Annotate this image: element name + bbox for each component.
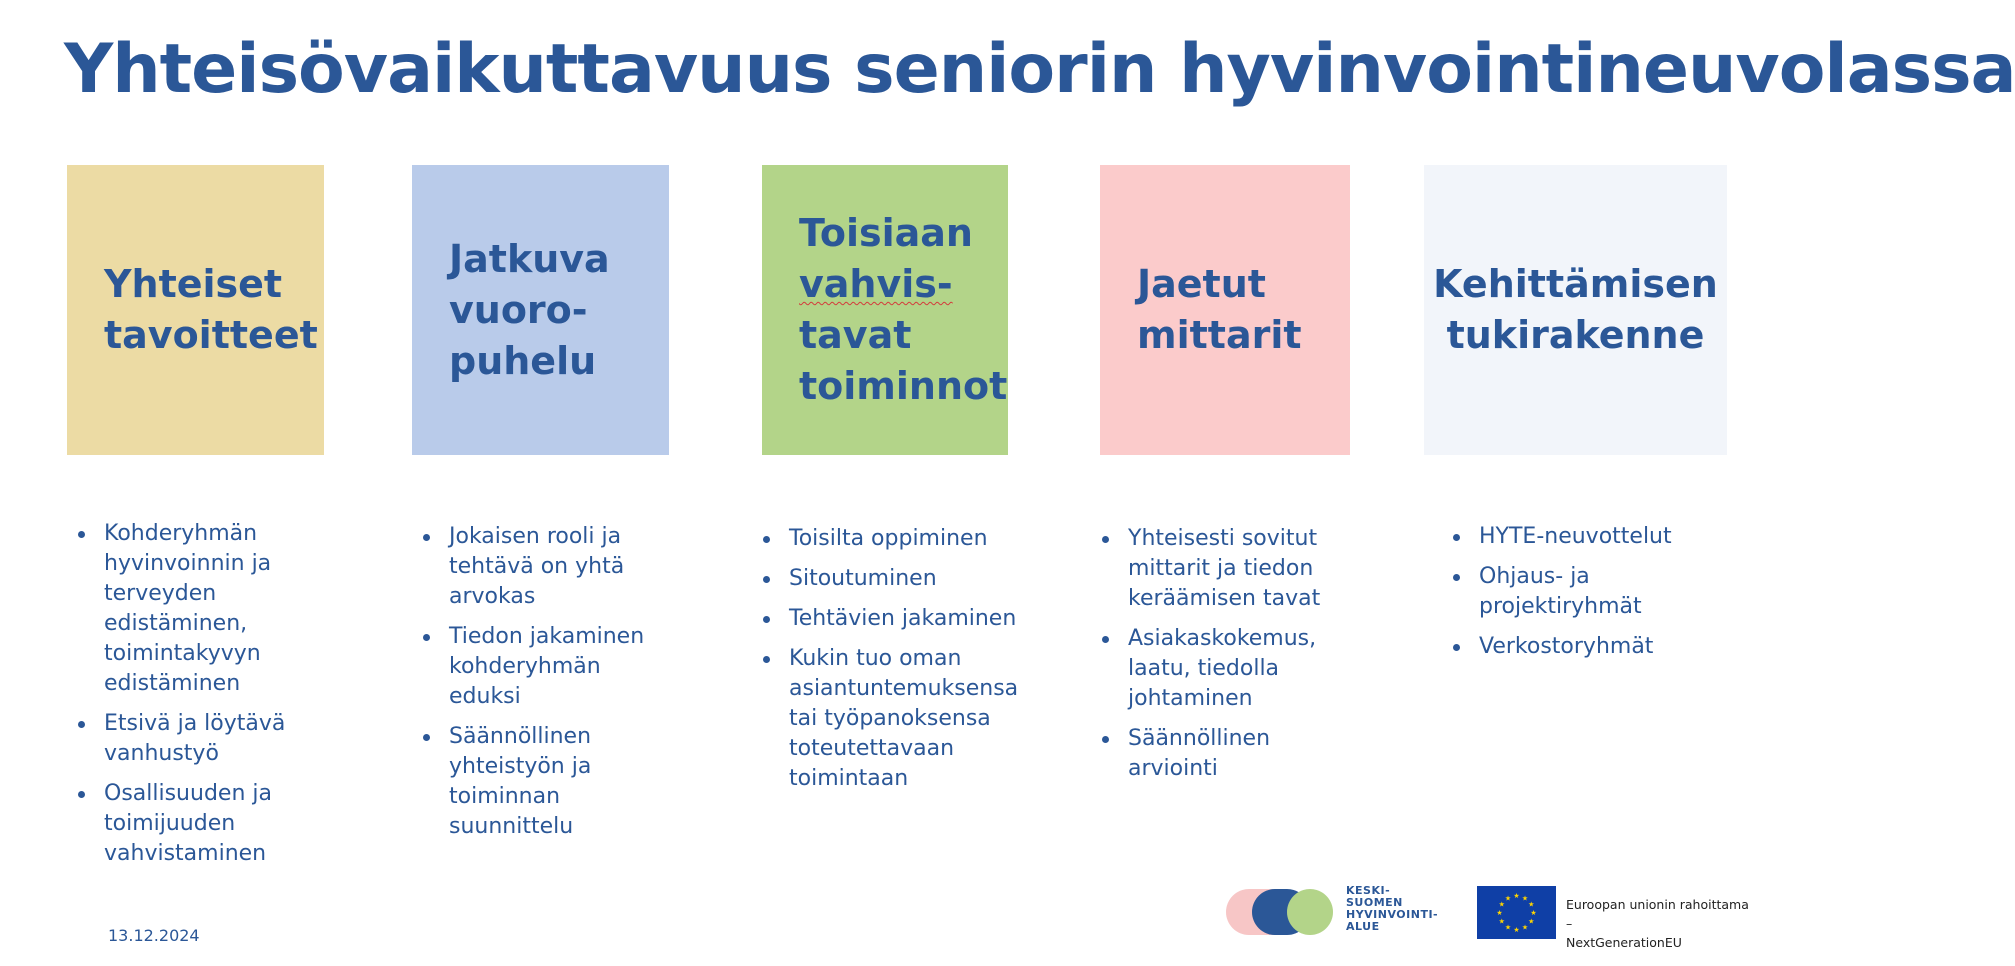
bullet-icon — [763, 536, 770, 543]
list-item — [1453, 562, 1733, 622]
bullet-list-mutually-reinforcing — [763, 524, 1043, 804]
list-item-text: Etsivä ja löytävä vanhustyö — [104, 711, 286, 766]
eu-star-icon: ★ — [1530, 909, 1537, 917]
theme-heading-line: tavat toiminnot — [799, 313, 1008, 408]
theme-heading-line: vahvis- — [799, 262, 953, 306]
org-logo-text: KESKI- SUOMEN HYVINVOINTI- ALUE — [1346, 884, 1439, 933]
bullet-icon — [1453, 574, 1460, 581]
list-item-text: Tiedon jakaminen kohderyhmän eduksi — [449, 624, 645, 709]
bullet-list-shared-metrics — [1102, 524, 1372, 794]
bullet-icon — [423, 634, 430, 641]
theme-heading: Jaetut mittarit — [1137, 262, 1302, 357]
list-item — [1102, 524, 1372, 614]
keski-suomi-logo-icon — [1226, 885, 1336, 939]
list-item-text: Verkostoryhmät — [1479, 634, 1654, 659]
list-item — [763, 644, 1043, 794]
list-item-text: Säännöllinen yhteistyön ja toiminnan suunnittelu — [449, 724, 592, 839]
list-item-text: Säännöllinen arviointi — [1128, 726, 1271, 781]
bullet-list-continuous-dialogue — [423, 522, 693, 852]
list-item-text: Yhteisesti sovitut mittarit ja tiedon keräämisen tavat — [1128, 526, 1321, 611]
list-item — [78, 519, 348, 699]
list-item-text: Sitoutuminen — [789, 566, 937, 591]
bullet-icon — [78, 791, 85, 798]
eu-star-icon: ★ — [1504, 923, 1512, 932]
theme-heading-line: Toisiaan — [799, 211, 973, 255]
eu-star-icon: ★ — [1528, 900, 1535, 909]
list-item-text: Jokaisen rooli ja tehtävä on yhtä arvokas — [449, 524, 625, 609]
eu-star-icon: ★ — [1528, 917, 1535, 926]
list-item-text: Kukin tuo oman asiantuntemuksensa tai työpanoksensa toteutettavaan toimintaan — [789, 646, 1019, 791]
eu-star-icon: ★ — [1521, 894, 1529, 903]
theme-box-mutually-reinforcing — [762, 165, 1008, 455]
eu-star-icon: ★ — [1496, 909, 1503, 917]
bullet-icon — [763, 576, 770, 583]
theme-heading — [799, 208, 1007, 412]
list-item — [78, 779, 348, 869]
slide-title: Yhteisövaikuttavuus seniorin hyvinvointineuvolassa — [64, 30, 2015, 109]
bullet-icon — [1453, 644, 1460, 651]
list-item — [423, 622, 693, 712]
eu-flag-icon — [1477, 886, 1556, 939]
list-item-text: Tehtävien jakaminen — [789, 606, 1017, 631]
eu-star-icon: ★ — [1498, 917, 1505, 926]
bullet-icon — [1102, 736, 1109, 743]
list-item-text: HYTE-neuvottelut — [1479, 524, 1672, 549]
list-item-text: Ohjaus- ja projektiryhmät — [1479, 564, 1642, 619]
slide-date: 13.12.2024 — [108, 926, 200, 945]
eu-star-icon: ★ — [1504, 894, 1512, 903]
theme-heading: Jatkuva vuoro- puhelu — [449, 236, 610, 383]
bullet-list-support-structure — [1453, 522, 1733, 672]
theme-heading: Yhteiset tavoitteet — [104, 262, 318, 357]
list-item-text: Kohderyhmän hyvinvoinnin ja terveyden edistäminen, toimintakyvyn edistäminen — [104, 521, 272, 696]
list-item — [423, 522, 693, 612]
bullet-icon — [1102, 636, 1109, 643]
bullet-icon — [423, 734, 430, 741]
list-item-text: Toisilta oppiminen — [789, 526, 988, 551]
theme-box-shared-metrics — [1100, 165, 1350, 455]
theme-box-continuous-dialogue — [412, 165, 669, 455]
list-item — [763, 564, 1043, 594]
bullet-icon — [423, 534, 430, 541]
list-item — [423, 722, 693, 842]
list-item — [763, 524, 1043, 554]
list-item-text: Osallisuuden ja toimijuuden vahvistaminen — [104, 781, 272, 866]
theme-box-shared-goals — [67, 165, 324, 455]
bullet-icon — [1102, 536, 1109, 543]
eu-star-icon: ★ — [1513, 926, 1520, 934]
list-item — [1453, 632, 1733, 662]
list-item — [763, 604, 1043, 634]
list-item — [1102, 724, 1372, 784]
bullet-icon — [763, 656, 770, 663]
eu-star-icon: ★ — [1513, 892, 1520, 900]
list-item — [1453, 522, 1733, 552]
bullet-icon — [1453, 534, 1460, 541]
theme-box-support-structure — [1424, 165, 1727, 455]
eu-star-icon: ★ — [1521, 923, 1529, 932]
eu-funding-text: Euroopan unionin rahoittama – NextGenerationEU — [1566, 897, 1749, 950]
list-item — [1102, 624, 1372, 714]
list-item — [78, 709, 348, 769]
bullet-icon — [78, 721, 85, 728]
bullet-icon — [763, 616, 770, 623]
bullet-icon — [78, 531, 85, 538]
list-item-text: Asiakaskokemus, laatu, tiedolla johtaminen — [1128, 626, 1317, 711]
bullet-list-shared-goals — [78, 519, 348, 879]
eu-star-icon: ★ — [1498, 900, 1505, 909]
theme-heading: Kehittämisen tukirakenne — [1433, 262, 1718, 357]
